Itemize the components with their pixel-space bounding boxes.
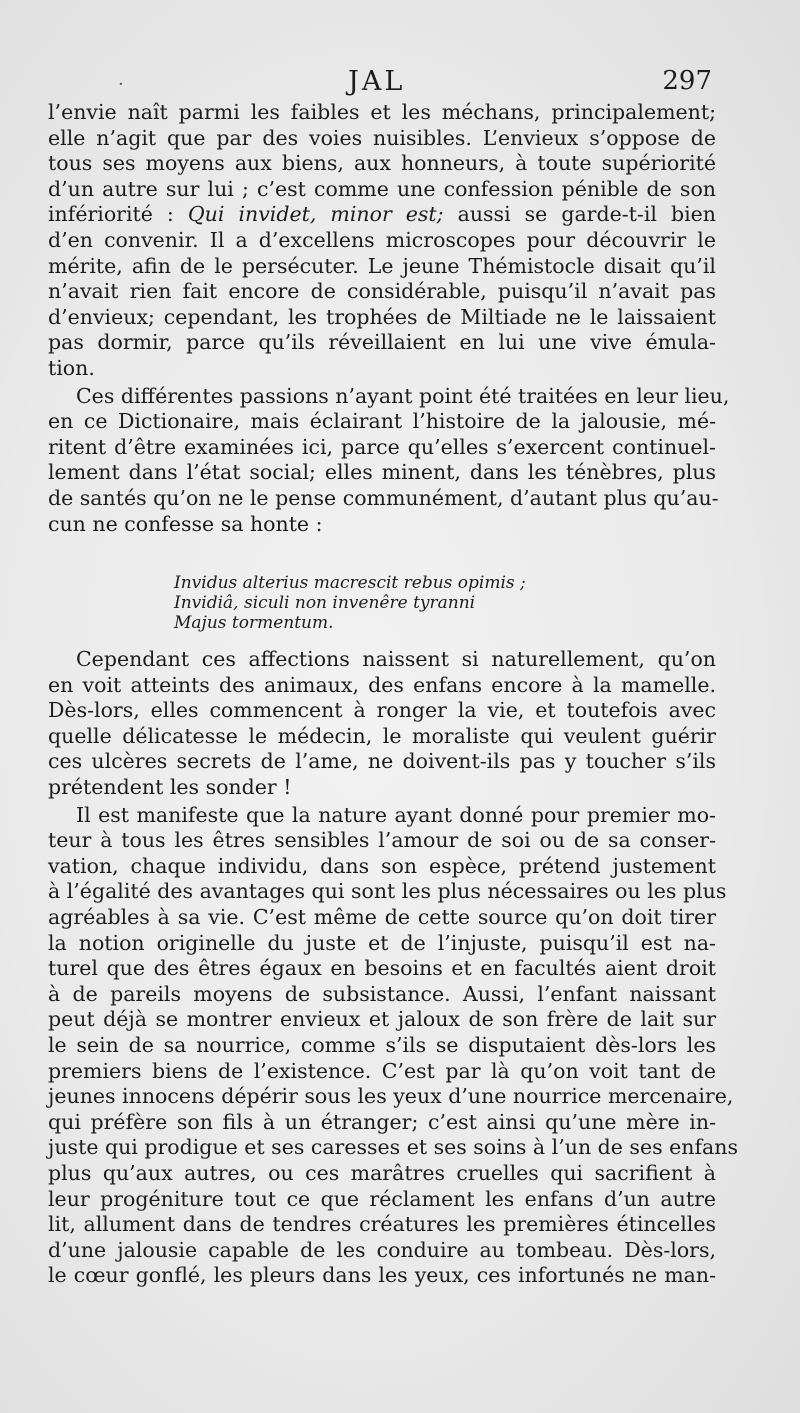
page-number: 297	[662, 66, 712, 96]
text-line: pas dormir, parce qu’ils réveillaient en lui une vive émula-	[48, 330, 716, 355]
text-line: l’envie naît parmi les faibles et les méchans, principalement;	[48, 100, 716, 124]
text-line: tous ses moyens aux biens, aux honneurs, à toute supériorité	[48, 151, 716, 176]
text-line: turel que des êtres égaux en besoins et en facultés aient droit	[48, 956, 716, 981]
running-head: JAL	[348, 66, 406, 97]
text-line: la notion originelle du juste et de l’injuste, puisqu’il est na-	[48, 930, 716, 955]
text-line: teur à tous les êtres sensibles l’amour de soi ou de sa conser-	[48, 828, 716, 853]
text-line: peut déjà se montrer envieux et jaloux de son frère de lait sur	[48, 1007, 716, 1032]
text-line: à l’égalité des avantages qui sont les plus nécessaires ou les plus	[48, 879, 727, 904]
text-line: n’avait rien fait encore de considérable, puisqu’il n’avait pas	[48, 279, 716, 304]
text-line: ces ulcères secrets de l’ame, ne doivent-ils pas y toucher s’ils	[48, 749, 716, 774]
text-line: d’une jalousie capable de les conduire au tombeau. Dès-lors,	[48, 1237, 716, 1262]
text-line: de santés qu’on ne le pense communément, d’autant plus qu’au-	[48, 485, 719, 510]
header-dot: ·	[118, 74, 124, 95]
text-line: Il est manifeste que la nature ayant donné pour premier mo-	[76, 802, 716, 827]
text-line: juste qui prodigue et ses caresses et ses soins à l’un de ses enfans	[48, 1135, 738, 1160]
text-line: elle n’agit que par des voies nuisibles. L’envieux s’oppose de	[48, 125, 716, 150]
quote-line: Invidiâ, siculi non invenêre tyranni	[174, 593, 476, 614]
text-line: Cependant ces affections naissent si naturellement, qu’on	[76, 647, 716, 672]
text-line: ritent d’être examinées ici, parce qu’elles s’exercent continuel-	[48, 434, 716, 459]
text-line: prétendent les sonder !	[48, 775, 292, 800]
text-line: agréables à sa vie. C’est même de cette source qu’on doit tirer	[48, 905, 716, 930]
text-line: plus qu’aux autres, ou ces marâtres cruelles qui sacrifient à	[48, 1160, 716, 1185]
text-line: premiers biens de l’existence. C’est par là qu’on voit tant de	[48, 1058, 716, 1083]
text-line: à de pareils moyens de subsistance. Aussi, l’enfant naissant	[48, 981, 716, 1006]
text-line: infériorité : Qui invidet, minor est; aussi se garde-t-il bien	[48, 202, 716, 227]
text-line: qui préfère son fils à un étranger; c’est ainsi qu’une mère in-	[48, 1109, 716, 1134]
text-line: en voit atteints des animaux, des enfans encore à la mamelle.	[48, 672, 716, 697]
text-line: d’un autre sur lui ; c’est comme une confession pénible de son	[48, 176, 716, 201]
quote-line: Invidus alterius macrescit rebus opimis ;	[174, 573, 526, 594]
text-line: quelle délicatesse le médecin, le moraliste qui veulent guérir	[48, 723, 716, 748]
text-line: jeunes innocens dépérir sous les yeux d’une nourrice mercenaire,	[48, 1084, 734, 1109]
latin-quotation	[48, 573, 716, 633]
body-text	[48, 100, 738, 1289]
text-line: tion.	[48, 355, 95, 380]
latin-phrase: Qui invidet, minor est;	[187, 202, 444, 227]
text-line: lement dans l’état social; elles minent, dans les ténèbres, plus	[48, 460, 716, 485]
text-line: Ces différentes passions n’ayant point été traitées en leur lieu,	[76, 383, 730, 408]
page-header	[48, 66, 712, 100]
text-line: Dès-lors, elles commencent à ronger la vie, et toutefois avec	[48, 698, 716, 723]
text-line: mérite, afin de le persécuter. Le jeune Thémistocle disait qu’il	[48, 253, 716, 278]
text-line: d’envieux; cependant, les trophées de Miltiade ne le laissaient	[48, 304, 716, 329]
text-line: en ce Dictionaire, mais éclairant l’histoire de la jalousie, mé-	[48, 409, 716, 434]
text-line: leur progéniture tout ce que réclament les enfans d’un autre	[48, 1186, 716, 1211]
text-line: vation, chaque individu, dans son espèce, prétend justement	[48, 853, 716, 878]
quote-line: Majus tormentum.	[174, 613, 334, 634]
text-line: le cœur gonflé, les pleurs dans les yeux, ces infortunés ne man-	[48, 1263, 716, 1288]
text-line: lit, allument dans de tendres créatures les premières étincelles	[48, 1212, 716, 1237]
text-line: d’en convenir. Il a d’excellens microscopes pour découvrir le	[48, 227, 716, 252]
text-line: cun ne confesse sa honte :	[48, 511, 323, 536]
text-line: le sein de sa nourrice, comme s’ils se disputaient dès-lors les	[48, 1033, 716, 1057]
